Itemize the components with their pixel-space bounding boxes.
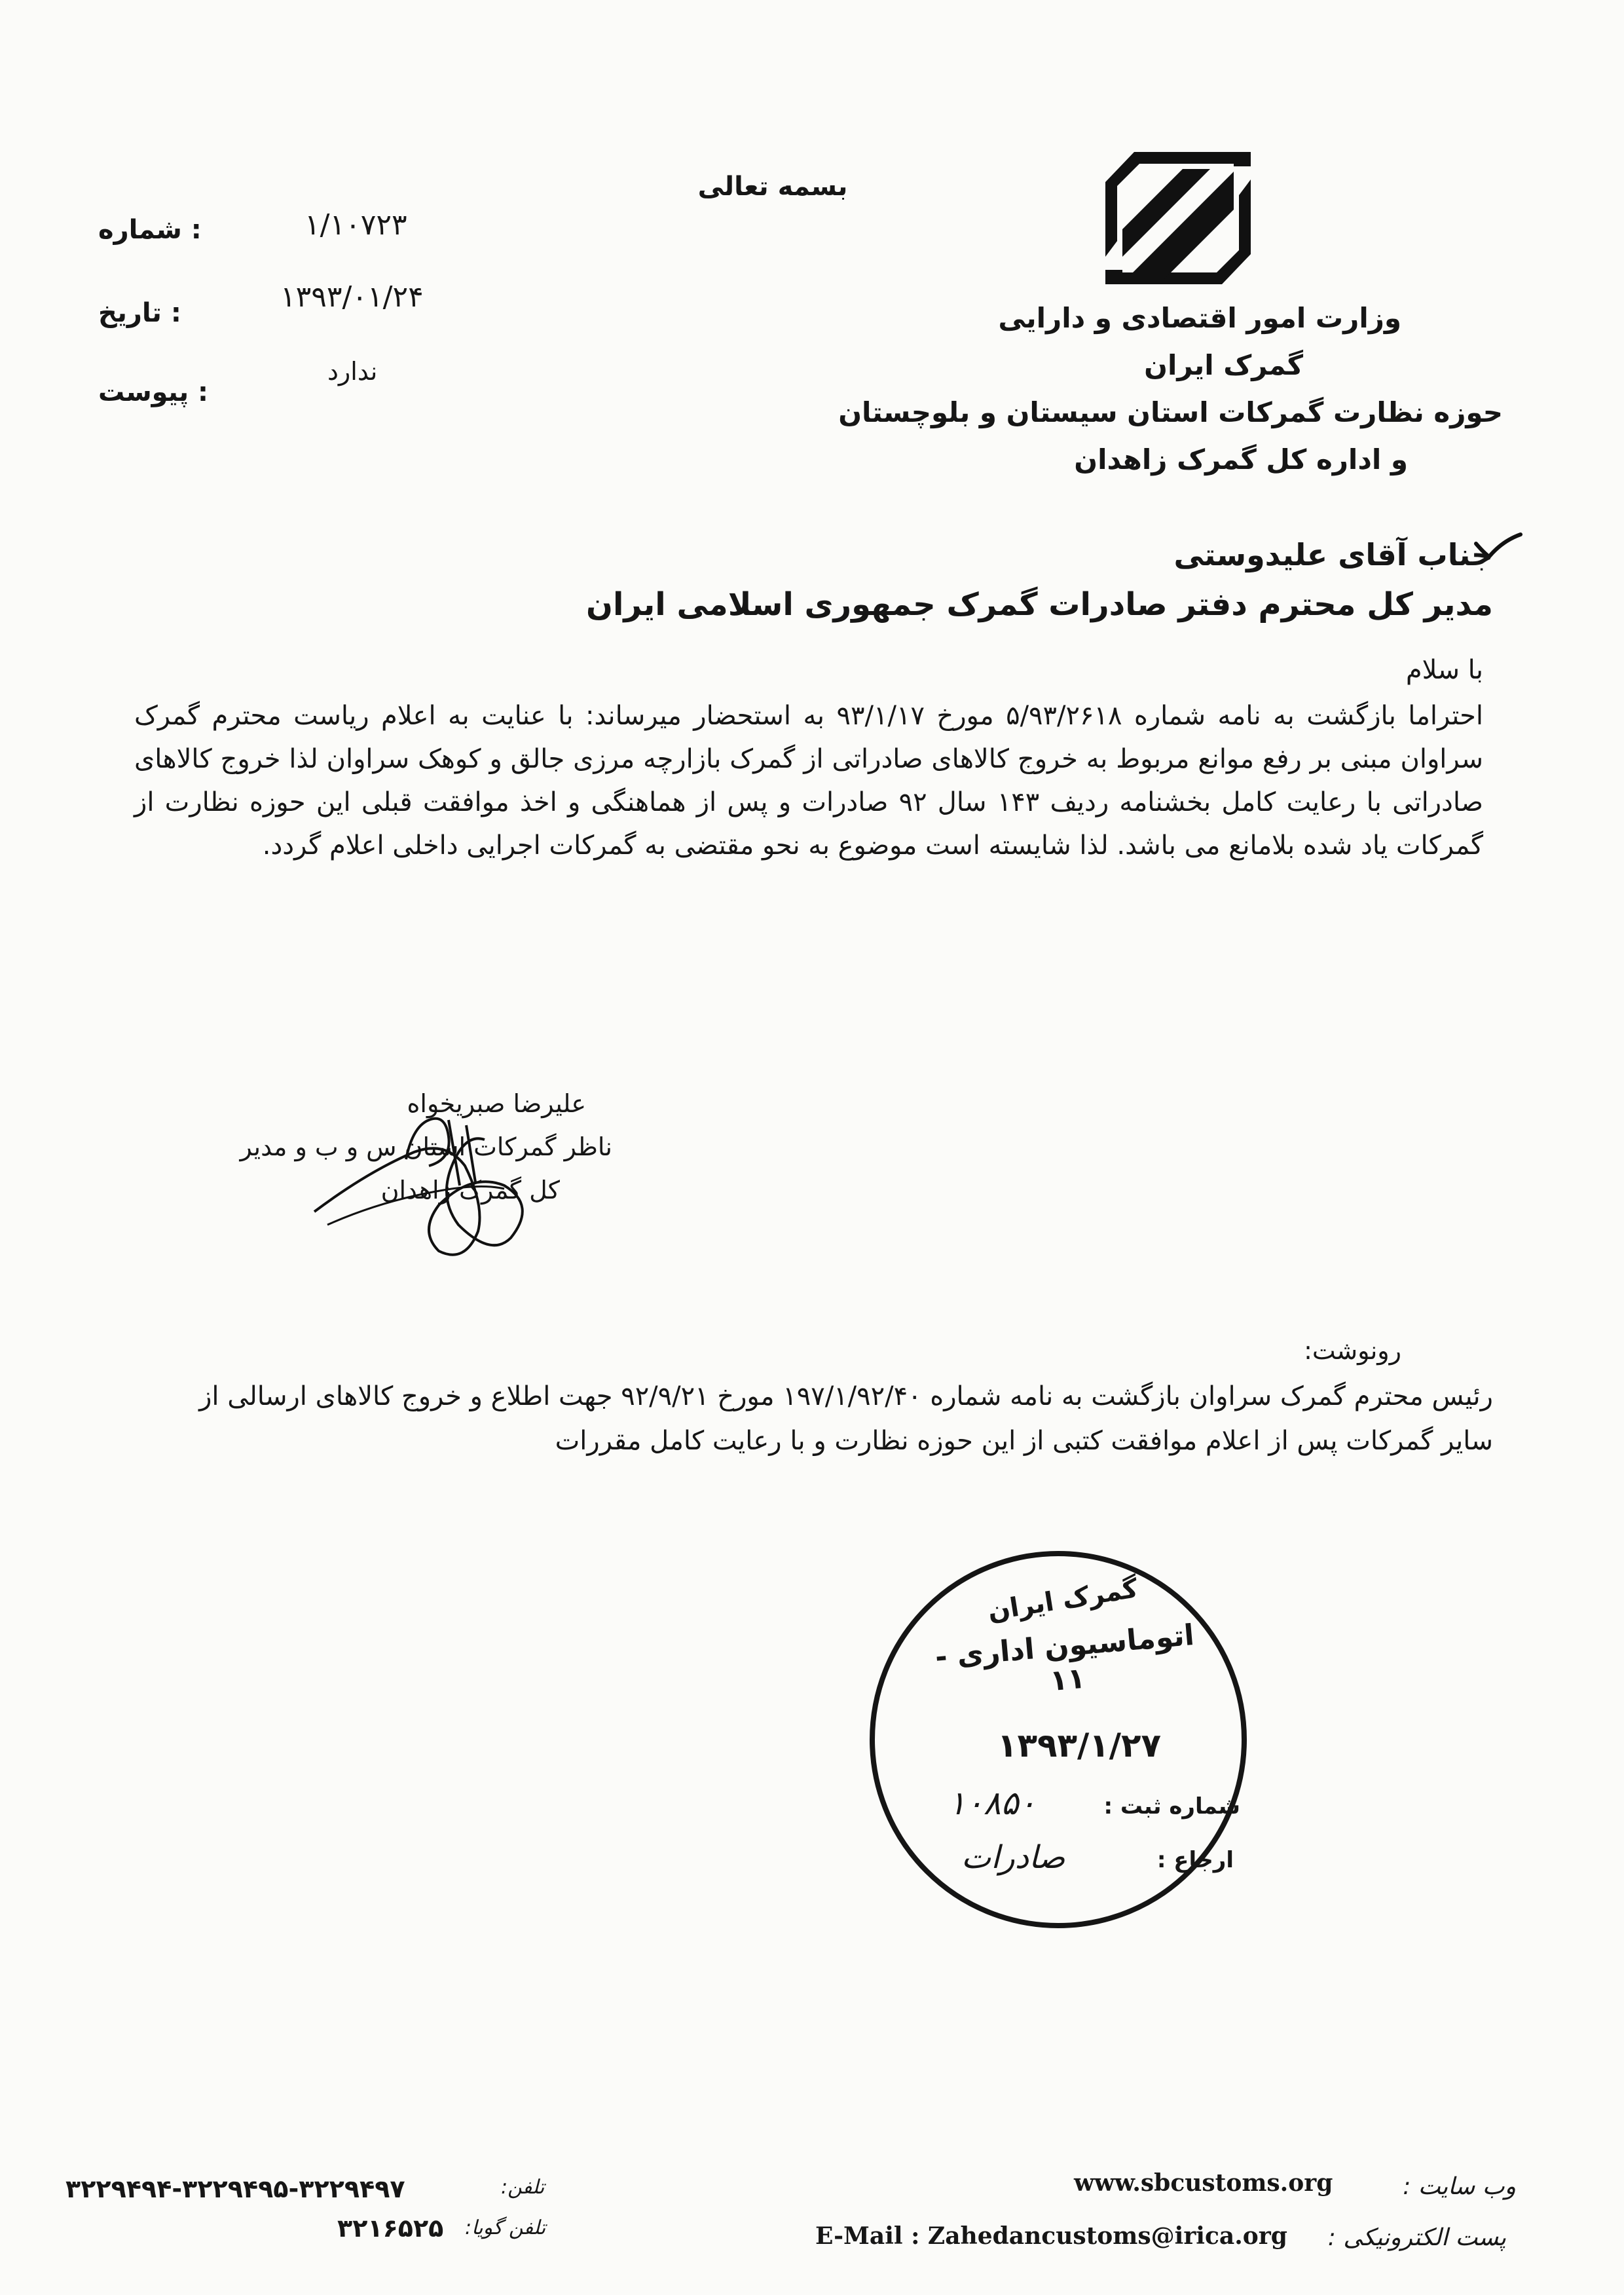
letter-number-value: ۱/۱۰۷۲۳ — [304, 208, 407, 242]
addressee-name: جناب آقای علیدوستی — [1173, 537, 1493, 572]
addressee-title: مدیر کل محترم دفتر صادرات گمرک جمهوری اسلامی ایران — [585, 586, 1493, 623]
stamp-reg-value: ۱۰۸۵۰ — [948, 1784, 1037, 1822]
stamp-ref-label: ارجاع : — [1156, 1847, 1234, 1873]
handwritten-signature — [288, 1074, 563, 1271]
email-label: پست الکترونیکی : — [1327, 2224, 1506, 2251]
website-value: www.sbcustoms.org — [1074, 2169, 1333, 2197]
office-name: و اداره کل گمرک زاهدان — [1074, 443, 1408, 476]
signatory-name: علیرضا صبریخواه — [407, 1089, 586, 1118]
attachment-value: ندارد — [327, 357, 378, 386]
cc-body: رئیس محترم گمرک سراوان بازگشت به نامه شماره ۱۹۷/۱/۹۲/۴۰ مورخ ۹۲/۹/۲۱ جهت اطلاع و خروج کالاهای ارسالی از سایر گمرکات پس از اعلام موافقت کتبی از این حوزه نظارت و با رعایت کامل مقررات — [199, 1381, 1493, 1456]
stamp-org: گمرک ایران — [986, 1573, 1140, 1627]
voice-phone-number: ۳۲۱۶۵۲۵ — [337, 2214, 444, 2243]
phone-numbers: ۳۲۲۹۴۹۴-۳۲۲۹۴۹۵-۳۲۲۹۴۹۷ — [65, 2174, 405, 2203]
letter-body — [134, 694, 1483, 867]
letter-date-label: : تاریخ — [98, 298, 181, 328]
stamp-date: ۱۳۹۳/۱/۲۷ — [997, 1726, 1162, 1764]
letter-number-label: : شماره — [98, 215, 202, 245]
stamp-reg-label: شماره ثبت : — [1103, 1793, 1240, 1819]
website-label: وب سایت : — [1403, 2173, 1516, 2200]
ministry-name: وزارت امور اقتصادی و دارایی — [998, 302, 1401, 334]
cc-label: رونوشت: — [1304, 1336, 1401, 1365]
stamp-ref-value: صادرات — [961, 1839, 1065, 1876]
customs-name: گمرک ایران — [1144, 349, 1303, 381]
voice-phone-label: تلفن گویا: — [465, 2216, 546, 2239]
salutation: با سلام — [1405, 655, 1483, 685]
bismillah-heading: بسمه تعالی — [697, 172, 848, 202]
signatory-title-line1: ناظر گمرکات استان س و ب و مدیر — [240, 1132, 612, 1161]
received-stamp — [863, 1544, 1253, 1935]
email-value: E-Mail : Zahedancustoms@irica.org — [815, 2222, 1287, 2250]
letter-date-value: ۱۳۹۳/۰۱/۲۴ — [280, 280, 424, 314]
stamp-unit: اتوماسیون اداری - ۱۱ — [933, 1618, 1196, 1698]
region-name: حوزه نظارت گمرکات استان سیستان و بلوچستان — [838, 396, 1503, 428]
customs-logo-icon — [1105, 152, 1251, 284]
attachment-label: : پیوست — [98, 377, 209, 407]
letter-body-text: احتراما بازگشت به نامه شماره ۵/۹۳/۲۶۱۸ مورخ ۹۳/۱/۱۷ به استحضار میرساند: با عنایت به اعلام ریاست محترم گمرک سراوان مبنی بر رفع موانع مربوط به خروج کالاهای صادراتی از گمرک بازارچه مرزی جالق و کوهک سراوان لذا خروج کالاهای صادراتی با رعایت کامل بخشنامه ردیف ۱۴۳ سال ۹۲ صادرات و پس از هماهنگی و اخذ موافقت قبلی این حوزه نظارت از گمرکات یاد شده بلامانع می باشد. لذا شایسته است موضوع به نحو مقتضی به گمرکات اجرایی داخلی اعلام گردد. — [134, 701, 1484, 861]
organization-block — [838, 295, 1503, 483]
phone-label: تلفن: — [501, 2176, 545, 2199]
signatory-title-line2: کل گمرک زاهدان — [380, 1176, 560, 1204]
